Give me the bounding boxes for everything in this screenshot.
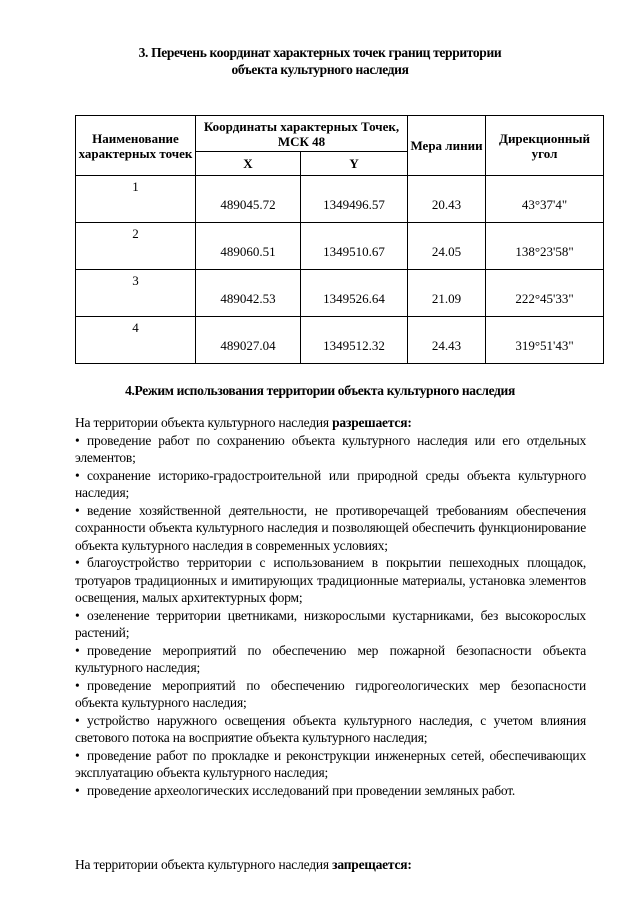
- section-3-title: [0, 44, 640, 78]
- prohibited-intro-text: На территории объекта культурного наследия: [75, 857, 333, 872]
- allowed-intro: [75, 414, 586, 432]
- cell-point: 2: [76, 223, 196, 270]
- section-4-title: 4.Режим использования территории объекта культурного наследия: [125, 383, 515, 398]
- header-y: Y: [301, 152, 408, 176]
- section-3-title-line2: объекта культурного наследия: [231, 62, 409, 77]
- bullet-icon: •: [75, 677, 80, 693]
- list-item: [75, 607, 586, 642]
- section-3-title-line1: 3. Перечень координат характерных точек границ территории: [138, 45, 502, 60]
- cell-y: 1349512.32: [301, 317, 408, 364]
- list-item-text: проведение археологических исследований при проведении земляных работ.: [87, 782, 516, 798]
- list-item-text: сохранение историко-градостроительной или природной среды объекта культурного наследия;: [75, 467, 586, 500]
- list-item: [75, 782, 586, 800]
- list-item: [75, 554, 586, 607]
- allowed-keyword: разрешается:: [332, 415, 412, 430]
- list-item: [75, 712, 586, 747]
- list-item-text: проведение мероприятий по обеспечению гидрогеологических мер безопасности объекта культурного наследия;: [75, 677, 586, 710]
- table-row: [76, 223, 604, 270]
- cell-y: 1349526.64: [301, 270, 408, 317]
- bullet-icon: •: [75, 502, 80, 518]
- cell-x: 489042.53: [196, 270, 301, 317]
- cell-point: 3: [76, 270, 196, 317]
- list-item-text: проведение работ по сохранению объекта культурного наследия или его отдельных элементов;: [75, 432, 586, 465]
- cell-angle: 138°23'58": [486, 223, 604, 270]
- cell-point: 4: [76, 317, 196, 364]
- list-item: [75, 642, 586, 677]
- list-item: [75, 432, 586, 467]
- allowed-intro-text: На территории объекта культурного наследия: [75, 415, 333, 430]
- cell-y: 1349510.67: [301, 223, 408, 270]
- bullet-icon: •: [75, 747, 80, 763]
- cell-length: 24.43: [408, 317, 486, 364]
- cell-x: 489060.51: [196, 223, 301, 270]
- cell-y: 1349496.57: [301, 176, 408, 223]
- bullet-icon: •: [75, 432, 80, 448]
- header-coordinates: Координаты характерных Точек, МСК 48: [196, 116, 408, 152]
- header-direction-angle: Дирекционный угол: [486, 116, 604, 176]
- list-item-text: благоустройство территории с использованием в покрытии пешеходных площадок, тротуаров традиционных и имитирующих традиционные материалы, установка элементов освещения, малых архитектурных форм;: [75, 555, 586, 605]
- cell-length: 21.09: [408, 270, 486, 317]
- prohibited-keyword: запрещается:: [332, 857, 412, 872]
- header-point-name: Наименование характерных точек: [76, 116, 196, 176]
- bullet-icon: •: [75, 467, 80, 483]
- bullet-icon: •: [75, 555, 80, 570]
- list-item-text: проведение мероприятий по обеспечению мер пожарной безопасности объекта культурного наследия;: [75, 642, 586, 675]
- list-item-text: ведение хозяйственной деятельности, не противоречащей требованиям обеспечения сохранности объекта культурного наследия и позволяющей обеспечить функционирование объекта культурного наследия в современных условиях;: [75, 502, 586, 553]
- list-item: [75, 747, 586, 782]
- list-item: [75, 467, 586, 502]
- cell-angle: 43°37'4": [486, 176, 604, 223]
- table-row: [76, 317, 604, 364]
- header-x: X: [196, 152, 301, 176]
- bullet-icon: •: [75, 782, 80, 798]
- bullet-icon: •: [75, 712, 80, 728]
- cell-x: 489027.04: [196, 317, 301, 364]
- header-line-length: Мера линии: [408, 116, 486, 176]
- list-item: [75, 677, 586, 712]
- coordinates-table: [75, 115, 604, 364]
- cell-point: 1: [76, 176, 196, 223]
- list-item: [75, 502, 586, 555]
- cell-length: 20.43: [408, 176, 486, 223]
- cell-angle: 222°45'33": [486, 270, 604, 317]
- list-item-text: проведение работ по прокладке и реконструкции инженерных сетей, обеспечивающих эксплуатацию объекта культурного наследия;: [75, 747, 586, 780]
- table-row: [76, 176, 604, 223]
- allowed-list: [75, 432, 586, 800]
- cell-length: 24.05: [408, 223, 486, 270]
- table-row: [76, 270, 604, 317]
- bullet-icon: •: [75, 607, 80, 623]
- prohibited-intro: [75, 856, 586, 874]
- list-item-text: устройство наружного освещения объекта культурного наследия, с учетом влияния светового потока на восприятие объекта культурного наследия;: [75, 712, 586, 745]
- bullet-icon: •: [75, 642, 80, 658]
- list-item-text: озеленение территории цветниками, низкорослыми кустарниками, без высокорослых растений;: [75, 607, 586, 640]
- cell-angle: 319°51'43": [486, 317, 604, 364]
- cell-x: 489045.72: [196, 176, 301, 223]
